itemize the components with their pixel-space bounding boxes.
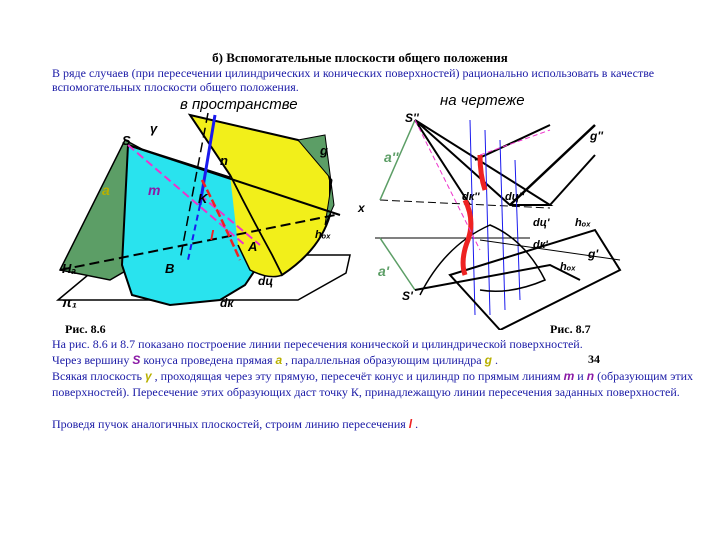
paragraph-2 <box>52 352 712 368</box>
para3-text-2: , проходящая через эту прямую, пересечёт конус и цилиндр по прямым линиям <box>154 369 561 383</box>
label-B: B <box>165 261 175 276</box>
label-hox2: hₒₓ <box>560 261 576 273</box>
label-hox: hₒₓ <box>315 229 331 241</box>
label-g1: g' <box>588 247 599 261</box>
label-g: g <box>320 143 328 158</box>
cone-base-top <box>420 225 545 295</box>
label-l: l <box>210 227 214 243</box>
label-m: m <box>148 182 161 198</box>
paragraph-1: На рис. 8.6 и 8.7 показано построение линии пересечения конической и цилиндрической поверхностей. <box>52 337 583 351</box>
page-title: б) Вспомогательные плоскости общего положения <box>212 50 508 65</box>
label-S1: S' <box>402 289 413 303</box>
label-hox1: hₒₓ <box>575 217 591 229</box>
heading-drawing: на чертеже <box>440 92 525 109</box>
label-dc1: dц' <box>533 217 550 229</box>
paragraph-3 <box>52 368 712 400</box>
label-a2: a'' <box>384 149 399 165</box>
label-dk2: dк'' <box>462 191 480 203</box>
symbol-m: m <box>563 369 575 383</box>
page-number: 34 <box>588 352 600 366</box>
caption-fig-8-6: Рис. 8.6 <box>65 322 106 336</box>
symbol-l: l <box>408 417 413 431</box>
para2-text-1: Через вершину <box>52 353 130 367</box>
label-a1: a' <box>378 263 390 279</box>
label-dc2: dц'' <box>505 191 525 203</box>
para3-text-1: Всякая плоскость <box>52 369 142 383</box>
label-dk1: dк' <box>533 239 548 251</box>
intro-text: В ряде случаев (при пересечении цилиндрических и конических поверхностей) рационально использовать в качестве вспомогательных плоскости общего положения. <box>52 66 655 94</box>
para4-text-1: Проведя пучок аналогичных плоскостей, строим линию пересечения <box>52 417 406 431</box>
label-pi: π₁ <box>62 294 77 310</box>
caption-fig-8-7: Рис. 8.7 <box>550 322 591 336</box>
heading-space: в пространстве <box>180 96 298 113</box>
figure-space-view <box>50 95 360 320</box>
para2-text-2: конуса проведена прямая <box>143 353 273 367</box>
label-dk: dк <box>220 296 234 310</box>
label-x: x <box>358 201 365 215</box>
figure-drawing-view <box>350 100 680 330</box>
para4-text-2: . <box>415 417 419 431</box>
symbol-n: n <box>586 369 595 383</box>
label-dc: dц <box>258 274 274 288</box>
label-a: a <box>102 182 110 198</box>
symbol-a: a <box>275 353 283 367</box>
label-A: A <box>248 239 258 254</box>
para3-text-4: (образующим этих поверхностей). Пересечение этих образующих даст точку К, принадлежащую линии пересечения заданных поверхностей. <box>52 369 694 399</box>
label-gamma: γ <box>150 121 158 136</box>
label-S: S <box>122 133 131 148</box>
paragraph-4 <box>52 416 712 432</box>
para3-text-3: и <box>577 369 584 383</box>
label-S2: S'' <box>405 111 419 125</box>
para2-text-3: , параллельная образующим цилиндра <box>285 353 482 367</box>
symbol-gamma: γ <box>144 369 152 383</box>
intersection-curve-1 <box>480 155 485 190</box>
para2-text-4: . <box>494 353 498 367</box>
symbol-S: S <box>132 353 141 367</box>
label-Ha: Hₐ <box>62 261 77 276</box>
label-g2: g'' <box>590 129 604 143</box>
label-n: n <box>220 153 228 168</box>
label-K: K <box>198 191 208 206</box>
symbol-g: g <box>484 353 492 367</box>
